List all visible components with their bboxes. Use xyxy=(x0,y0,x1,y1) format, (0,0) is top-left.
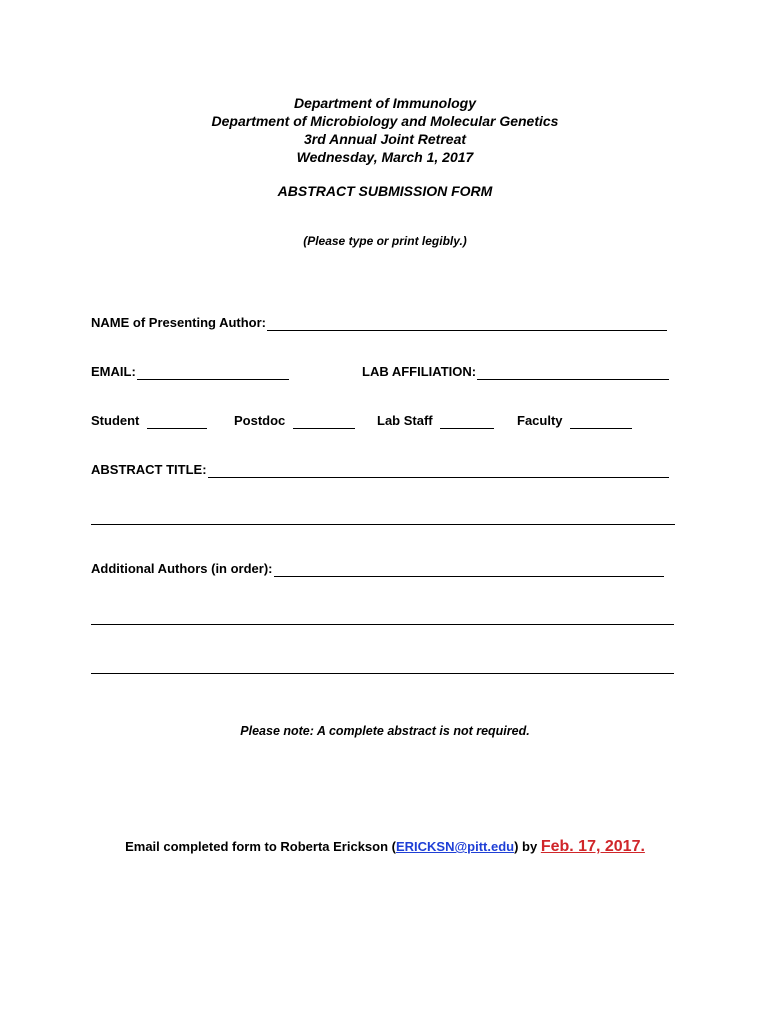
additional-authors-line-3[interactable] xyxy=(91,673,674,674)
submission-middle: ) by xyxy=(514,839,541,854)
faculty-option xyxy=(517,413,632,429)
submission-instructions xyxy=(0,838,770,856)
deadline-date: Feb. 17, 2017. xyxy=(540,838,645,855)
presenting-author-label: NAME of Presenting Author: xyxy=(91,315,267,330)
postdoc-field[interactable] xyxy=(293,415,355,429)
additional-authors-row xyxy=(91,561,664,577)
lab-affiliation-field[interactable] xyxy=(477,366,669,380)
postdoc-label: Postdoc xyxy=(234,413,286,428)
lab-affiliation-label: LAB AFFILIATION: xyxy=(362,364,477,379)
abstract-title-continuation-line[interactable] xyxy=(91,524,675,525)
submission-prefix: Email completed form to Roberta Erickson ( xyxy=(125,839,396,854)
presenting-author-row xyxy=(91,315,667,331)
email-field[interactable] xyxy=(137,366,289,380)
additional-authors-line-2[interactable] xyxy=(91,624,674,625)
student-option xyxy=(91,413,207,429)
contact-email-link[interactable]: ERICKSN@pitt.edu xyxy=(395,839,515,854)
email-row xyxy=(91,364,289,380)
abstract-title-field[interactable] xyxy=(208,464,669,478)
faculty-field[interactable] xyxy=(570,415,632,429)
lab-staff-option xyxy=(377,413,494,429)
abstract-title-row xyxy=(91,462,669,478)
email-label: EMAIL: xyxy=(91,364,136,379)
postdoc-option xyxy=(234,413,355,429)
header-department-microbiology: Department of Microbiology and Molecular Genetics xyxy=(211,113,559,129)
abstract-title-label: ABSTRACT TITLE: xyxy=(91,462,207,477)
header-retreat-name: 3rd Annual Joint Retreat xyxy=(303,131,467,147)
header-block xyxy=(0,94,770,166)
lab-affiliation-row xyxy=(362,364,669,380)
instruction-text: (Please type or print legibly.) xyxy=(303,234,467,248)
faculty-label: Faculty xyxy=(517,413,563,428)
form-title: ABSTRACT SUBMISSION FORM xyxy=(277,183,493,199)
presenting-author-field[interactable] xyxy=(267,317,667,331)
header-department-immunology: Department of Immunology xyxy=(293,95,476,111)
additional-authors-field[interactable] xyxy=(274,563,664,577)
lab-staff-field[interactable] xyxy=(440,415,494,429)
additional-authors-label: Additional Authors (in order): xyxy=(91,561,273,576)
student-label: Student xyxy=(91,413,140,428)
student-field[interactable] xyxy=(147,415,207,429)
header-retreat-date: Wednesday, March 1, 2017 xyxy=(296,149,474,165)
please-note-text: Please note: A complete abstract is not required. xyxy=(240,724,530,738)
lab-staff-label: Lab Staff xyxy=(377,413,433,428)
